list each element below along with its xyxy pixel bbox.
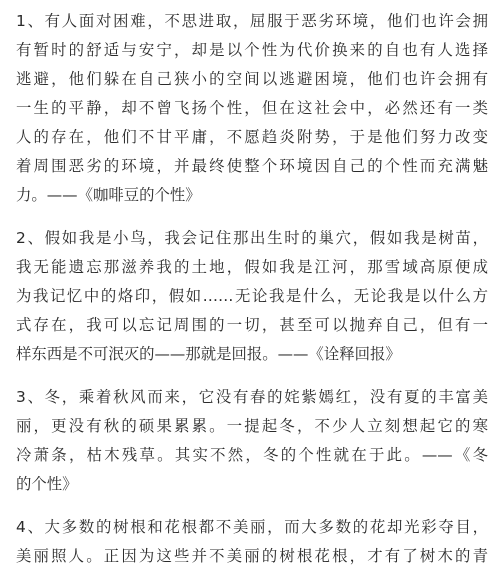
- text-line: 逃避，他们躲在自己狭小的空间以逃避困境，他们也许会拥有: [16, 70, 488, 88]
- text-line: 力。——《咖啡豆的个性》: [16, 186, 201, 204]
- text-line: 的个性》: [16, 475, 78, 493]
- paragraph-4: [16, 513, 488, 565]
- text-line: 一生的平静，却不曾飞扬个性，但在这社会中，必然还有一类: [16, 99, 488, 117]
- text-line: 为我记忆中的烙印，假如……无论我是什么，无论我是以什么方: [16, 287, 488, 305]
- text-line: 2、假如我是小鸟，我会记住那出生时的巢穴，假如我是树苗，: [16, 229, 488, 247]
- text-line: 有暂时的舒适与安宁，却是以个性为代价换来的自也有人选择: [16, 41, 488, 59]
- text-line: 1、有人面对困难，不思进取，屈服于恶劣环境，他们也许会拥: [16, 12, 488, 30]
- paragraph-3: [16, 383, 488, 499]
- text-line: 我无能遗忘那滋养我的土地，假如我是江河，那雪域高原便成: [16, 258, 488, 276]
- text-line: 美丽照人。正因为这些并不美丽的树根花根，才有了树木的青: [16, 547, 488, 565]
- text-line: 式存在，我可以忘记周围的一切，甚至可以抛弃自己，但有一: [16, 316, 488, 334]
- text-line: 3、冬，乘着秋风而来，它没有春的姹紫嫣红，没有夏的丰富美: [16, 388, 488, 406]
- text-line: 4、大多数的树根和花根都不美丽，而大多数的花却光彩夺目，: [16, 518, 488, 536]
- text-line: 样东西是不可泯灭的——那就是回报。——《诠释回报》: [16, 345, 401, 363]
- paragraph-2: [16, 224, 488, 369]
- paragraph-1: [16, 7, 488, 210]
- text-line: 丽，更没有秋的硕果累累。一提起冬，不少人立刻想起它的寒: [16, 417, 488, 435]
- text-line: 冷萧条，枯木残草。其实不然，冬的个性就在于此。——《冬: [16, 446, 488, 464]
- text-line: 着周围恶劣的环境，并最终使整个环境因自己的个性而充满魅: [16, 157, 488, 175]
- text-line: 人的存在，他们不甘平庸，不愿趋炎附势，于是他们努力改变: [16, 128, 488, 146]
